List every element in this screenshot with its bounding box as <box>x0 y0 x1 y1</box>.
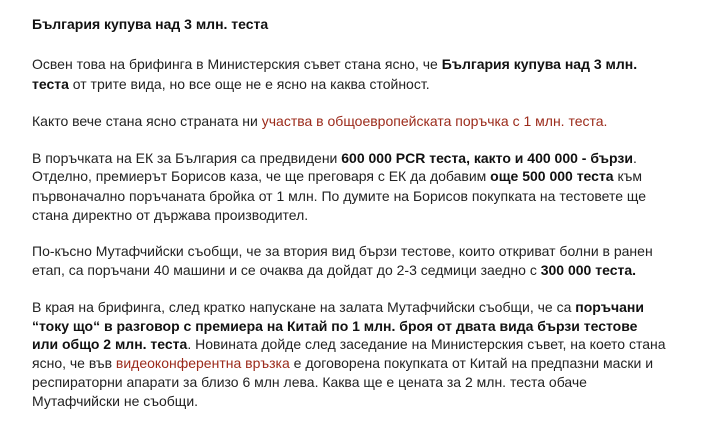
paragraph-5-line-5 <box>32 372 587 392</box>
p3-text-2: . <box>632 150 637 166</box>
p5-text-1: В края на брифинга, след кратко напускане на залата Мутафчийски съобщи, че са <box>32 299 576 315</box>
p5-text-5: респираторни апарати за близо 6 млн лева. Каква ще е цената за 2 млн. теста обаче <box>32 374 587 390</box>
paragraph-5-line-6 <box>32 391 198 411</box>
p5-bold-2: “току що“ в разговор с премиера на Китай по 1 млн. броя от двата вида бързи тестове <box>32 318 638 334</box>
p4-bold-1: 300 000 теста. <box>540 262 637 278</box>
paragraph-3-line-1 <box>32 148 637 168</box>
p3-text-5: първоначално поръчаната бройка от 1 млн. По думите на Борисов покупката на тестовете ще <box>32 188 647 204</box>
paragraph-1-line-1 <box>32 54 637 74</box>
paragraph-3-line-4 <box>32 205 308 225</box>
p5-text-2: . Новината дойде след заседание на Министерския съвет, на което стана <box>187 336 666 352</box>
p1-text-2: от трите вида, но все още не е ясно на каква стойност. <box>68 76 430 92</box>
p1-text-1: Освен това на брифинга в Министерския съвет стана ясно, че <box>32 56 442 72</box>
p5-text-6: Мутафчийски не съобщи. <box>32 393 199 409</box>
p5-bold-3: или общо 2 млн. теста <box>32 336 188 352</box>
p3-bold-1: 600 000 PCR теста, както и 400 000 - бързи <box>341 150 633 166</box>
paragraph-4-line-1 <box>32 241 653 261</box>
p1-bold-2: теста <box>32 76 69 92</box>
video-conference-link[interactable]: видеоконферентна връзка <box>115 355 290 371</box>
paragraph-5-line-4 <box>32 353 653 373</box>
paragraph-3-line-2 <box>32 166 642 186</box>
p3-text-4: към <box>613 168 642 184</box>
p3-text-3: Отделно, премиерът Борисов каза, че ще преговаря с ЕК да добавим <box>32 168 491 184</box>
paragraph-5-line-2 <box>32 316 637 336</box>
paragraph-2-line-1 <box>32 111 607 131</box>
p5-bold-1: поръчани <box>575 299 644 315</box>
p5-text-3: ясно, че във <box>32 355 116 371</box>
p4-text-1: По-късно Мутафчийски съобщи, че за втория вид бързи тестове, които откриват болни в ранен <box>32 243 653 259</box>
eu-procurement-link[interactable]: участва в общоевропейската поръчка с 1 млн. теста. <box>261 113 608 129</box>
paragraph-5-line-1 <box>32 297 644 317</box>
heading-text: България купува над 3 млн. теста <box>32 16 269 32</box>
p5-text-4: е договорена покупката от Китай на предпазни маски и <box>289 355 654 371</box>
paragraph-1-line-2 <box>32 74 430 94</box>
paragraph-5-line-3 <box>32 334 666 354</box>
p3-bold-2: още 500 000 теста <box>490 168 614 184</box>
paragraph-3-line-3 <box>32 186 646 206</box>
paragraph-4-line-2 <box>32 260 636 280</box>
p3-text-6: стана директно от държава производител. <box>32 207 309 223</box>
article-heading <box>32 14 268 34</box>
p3-text-1: В поръчката на ЕК за България са предвидени <box>32 150 342 166</box>
p4-text-2: етап, са поръчани 40 машини и се очаква да дойдат до 2-3 седмици заедно с <box>32 262 541 278</box>
p2-text-1: Както вече стана ясно страната ни <box>32 113 262 129</box>
p1-bold-1: България купува над 3 млн. <box>441 56 638 72</box>
